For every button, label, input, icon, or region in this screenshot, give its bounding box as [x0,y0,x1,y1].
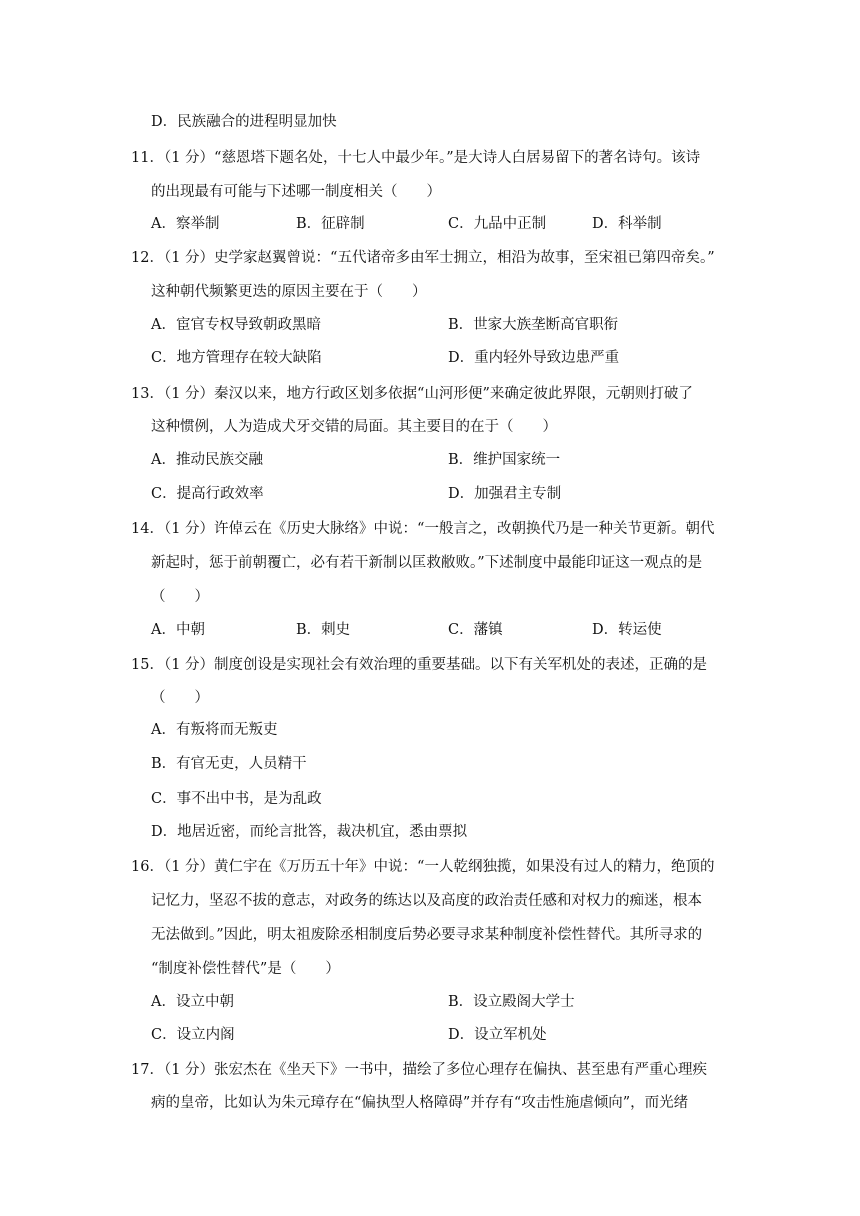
question-14-answer-bracket: （ ） [151,589,209,605]
question-13-option-b: B．维护国家统一 [448,452,561,468]
question-12-text-cont: 这种朝代频繁更迭的原因主要在于（ ） [151,284,427,300]
question-16-option-d: D．设立军机处 [448,1027,547,1043]
question-15-answer-bracket: （ ） [151,690,209,706]
question-11-text: 11．（1 分）“慈恩塔下题名处，十七人中最少年。”是大诗人白居易留下的著名诗句。该诗 [131,150,701,166]
question-16-text-cont-2: 无法做到。”因此，明太祖废除丞相制度后势必要寻求某种制度补偿性替代。其所寻求的 [151,927,703,943]
question-12-option-c: C．地方管理存在较大缺陷 [151,350,322,366]
question-16-option-b: B．设立殿阁大学士 [448,994,575,1010]
question-13-option-c: C．提高行政效率 [151,486,264,502]
question-16-option-a: A．设立中朝 [151,994,234,1010]
question-14-option-c: C．藩镇 [448,622,503,638]
question-15-option-d: D．地居近密，而纶言批答，裁决机宜，悉由票拟 [151,824,468,840]
prev-question-option-d: D．民族融合的进程明显加快 [151,114,337,130]
question-15-option-c: C．事不出中书，是为乱政 [151,791,322,807]
question-12-option-a: A．宦官专权导致朝政黑暗 [151,317,321,333]
question-15-text: 15．（1 分）制度创设是实现社会有效治理的重要基础。以下有关军机处的表述，正确的是 [131,657,708,673]
question-14-option-a: A．中朝 [151,622,205,638]
question-11-option-b: B．征辟制 [296,216,365,232]
question-17-text: 17．（1 分）张宏杰在《坐天下》一书中，描绘了多位心理存在偏执、甚至患有严重心理疾 [131,1062,708,1078]
question-12-option-d: D．重内轻外导致边患严重 [448,350,620,366]
question-14-text: 14．（1 分）许倬云在《历史大脉络》中说：“一般言之，改朝换代乃是一种关节更新。朝代 [131,521,715,537]
question-16-text: 16．（1 分）黄仁宇在《万历五十年》中说：“一人乾纲独揽，如果没有过人的精力，绝顶的 [131,859,715,875]
question-11-option-c: C．九品中正制 [448,216,547,232]
question-11-text-cont: 的出现最有可能与下述哪一制度相关（ ） [151,184,441,200]
question-13-option-a: A．推动民族交融 [151,452,263,468]
question-12-text: 12．（1 分）史学家赵翼曾说：“五代诸帝多由军士拥立，相沿为故事，至宋祖已第四帝矣。” [131,250,715,266]
question-14-option-b: B．刺史 [296,622,351,638]
question-16-option-c: C．设立内阁 [151,1027,235,1043]
question-13-option-d: D．加强君主专制 [448,486,562,502]
question-15-option-a: A．有叛将而无叛吏 [151,722,278,738]
question-11-option-a: A．察举制 [151,216,220,232]
question-12-option-b: B．世家大族垄断高官职衔 [448,317,619,333]
question-17-text-cont: 病的皇帝，比如认为朱元璋存在“偏执型人格障碍”并存有“攻击性施虐倾向”，而光绪 [151,1095,689,1111]
question-14-option-d: D．转运使 [592,622,662,638]
question-13-text-cont: 这种惯例，人为造成犬牙交错的局面。其主要目的在于（ ） [151,419,557,435]
question-13-text: 13．（1 分）秦汉以来，地方行政区划多依据“山河形便”来确定彼此界限，元朝则打破了 [131,386,693,402]
question-11-option-d: D．科举制 [592,216,662,232]
question-15-option-b: B．有官无吏，人员精干 [151,756,307,772]
question-14-text-cont: 新起时，惩于前朝覆亡，必有若干新制以匡救敝败。”下述制度中最能印证这一观点的是 [151,555,703,571]
question-16-text-cont-1: 记忆力，坚忍不拔的意志，对政务的练达以及高度的政治责任感和对权力的痴迷，根本 [151,893,702,909]
question-16-text-cont-3: “制度补偿性替代”是（ ） [151,961,340,977]
